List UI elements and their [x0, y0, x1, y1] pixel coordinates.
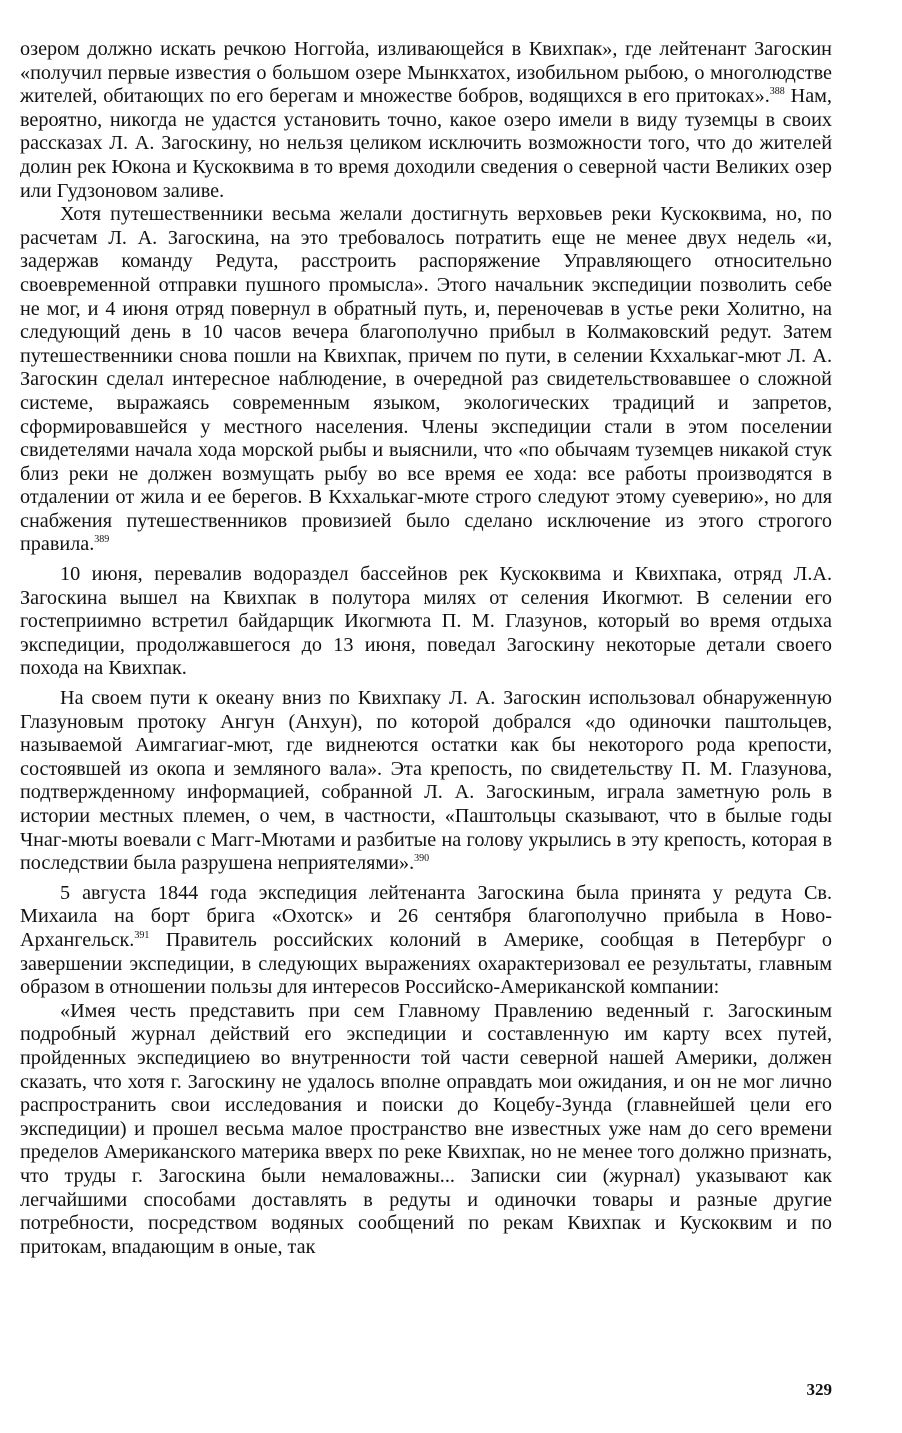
paragraph-1-tail: Нам, вероятно, никогда не удастся установить точно, какое озеро имели в виду туземцы в своих рассказах Л. А. Загоскину, но нельзя целиком исключить возможности того, что до жителей долин рек Юкона и Кускоквима в то время доходили сведения о северной части Великих озер или Гудзоновом заливе. — [20, 85, 832, 202]
page-body — [20, 38, 832, 1259]
paragraph-2-text: Хотя путешественники весьма желали достигнуть верховьев реки Кускоквима, но, по расчетам Л. А. Загоскина, на это требовалось потратить еще не менее двух недель «и, задержав команду Редута, расстроить распоряжение Управляющего относительно своевременной отправки пушного промысла». Этого начальник экспедиции позволить себе не мог, и 4 июня отряд повернул в обратный путь, и, переночевав в устье реки Холитно, на следующий день в 10 часов вечера благополучно прибыл в Колмаковский редут. Затем путешественники снова пошли на Квихпак, причем по пути, в селении Кххалькаг-мют Л. А. Загоскин сделал интересное наблюдение, в очередной раз свидетельствовавшее о сложной системе, выражаясь современным языком, экологических традиций и запретов, сформировавшейся у местного населения. Члены экспедиции стали в этом поселении свидетелями начала хода морской рыбы и выяснили, что «по обычаям туземцев никакой стук близ реки не должен возмущать рыбу во все время ее хода: все работы производятся в отдалении от жила и ее берегов. В Кххалькаг-мюте строго следуют этому суеверию», но для снабжения путешественников провизией было сделано исключение из этого строгого правила. — [20, 203, 832, 556]
paragraph-3 — [20, 563, 832, 681]
paragraph-6-quote — [20, 1000, 832, 1260]
paragraph-4 — [20, 687, 832, 876]
paragraph-5-text: 5 августа 1844 года экспедиция лейтенанта Загоскина была принята у редута Св. Михаила на борт брига «Охотск» и 26 сентября благополучно прибыла в Ново-Архангельск. — [20, 881, 832, 951]
paragraph-5-tail: Правитель российских колоний в Америке, сообщая в Петербург о завершении экспедиции, в следующих выражениях охарактеризовал ее результаты, главным образом в отношении пользы для интересов Российско-Американской компании: — [20, 928, 832, 999]
paragraph-5 — [20, 882, 832, 1000]
footnote-ref-390[interactable]: 390 — [414, 853, 430, 865]
paragraph-1 — [20, 38, 832, 203]
paragraph-6-text: «Имея честь представить при сем Главному Правлению веденный г. Загоскиным подробный журнал действий его экспедиции и составленную им карту всех путей, пройденных экспедициею во внутренности той части северной нашей Америки, должен сказать, что хотя г. Загоскину не удалось вполне оправдать мои ожидания, и он не мог лично распространить свои исследования и поиски до Коцебу-Зунда (главнейшей цели его экспедиции) и прошел весьма малое пространство вне известных уже нам до сего времени пределов Американского материка вверх по реке Квихпак, но не менее того должно признать, что труды г. Загоскина были немаловажны... Записки сии (журнал) указывают как легчайшими способами доставлять в редуты и одиночки товары и разные другие потребности, посредством водяных сообщений по рекам Квихпак и Кускоквим и по притокам, впадающим в оные, так — [20, 999, 832, 1258]
paragraph-3-text: 10 июня, перевалив водораздел бассейнов рек Кускоквима и Квихпака, отряд Л.А. Загоскина вышел на Квихпак в полутора милях от селения Икогмют. В селении его гостеприимно встретил байдарщик Икогмюта П. М. Глазунов, который во время отдыха экспедиции, продолжавшегося до 13 июня, поведал Загоскину некоторые детали своего похода на Квихпак. — [20, 563, 832, 680]
footnote-ref-389[interactable]: 389 — [94, 534, 110, 546]
page-number: 329 — [806, 1380, 832, 1399]
footnote-ref-388[interactable]: 388 — [769, 86, 785, 98]
paragraph-1-text: озером должно искать речкою Ноггойа, изливающейся в Квихпак», где лейтенант Загоскин «получил первые известия о большом озере Мынкхатох, изобильном рыбою, о многолюдстве жителей, обитающих по его берегам и множестве бобров, водящихся в его притоках». — [20, 38, 832, 108]
paragraph-2 — [20, 203, 832, 557]
footnote-ref-391[interactable]: 391 — [134, 929, 150, 941]
paragraph-4-text: На своем пути к океану вниз по Квихпаку Л. А. Загоскин использовал обнаруженную Глазуновым протоку Ангун (Анхун), по которой добрался «до одиночки паштольцев, называемой Аимгагиаг-мют, где виднеются остатки как бы некоторого рода крепости, состоявшей из окопа и земляного вала». Эта крепость, по свидетельству П. М. Глазунова, подтвержденному информацией, собранной Л. А. Загоскиным, играла заметную роль в истории местных племен, о чем, в частности, «Паштольцы сказывают, что в былые годы Чнаг-мюты воевали с Магг-Мютами и разбитые на голову укрылись в эту крепость, которая в последствии была разрушена неприятелями». — [20, 687, 832, 875]
